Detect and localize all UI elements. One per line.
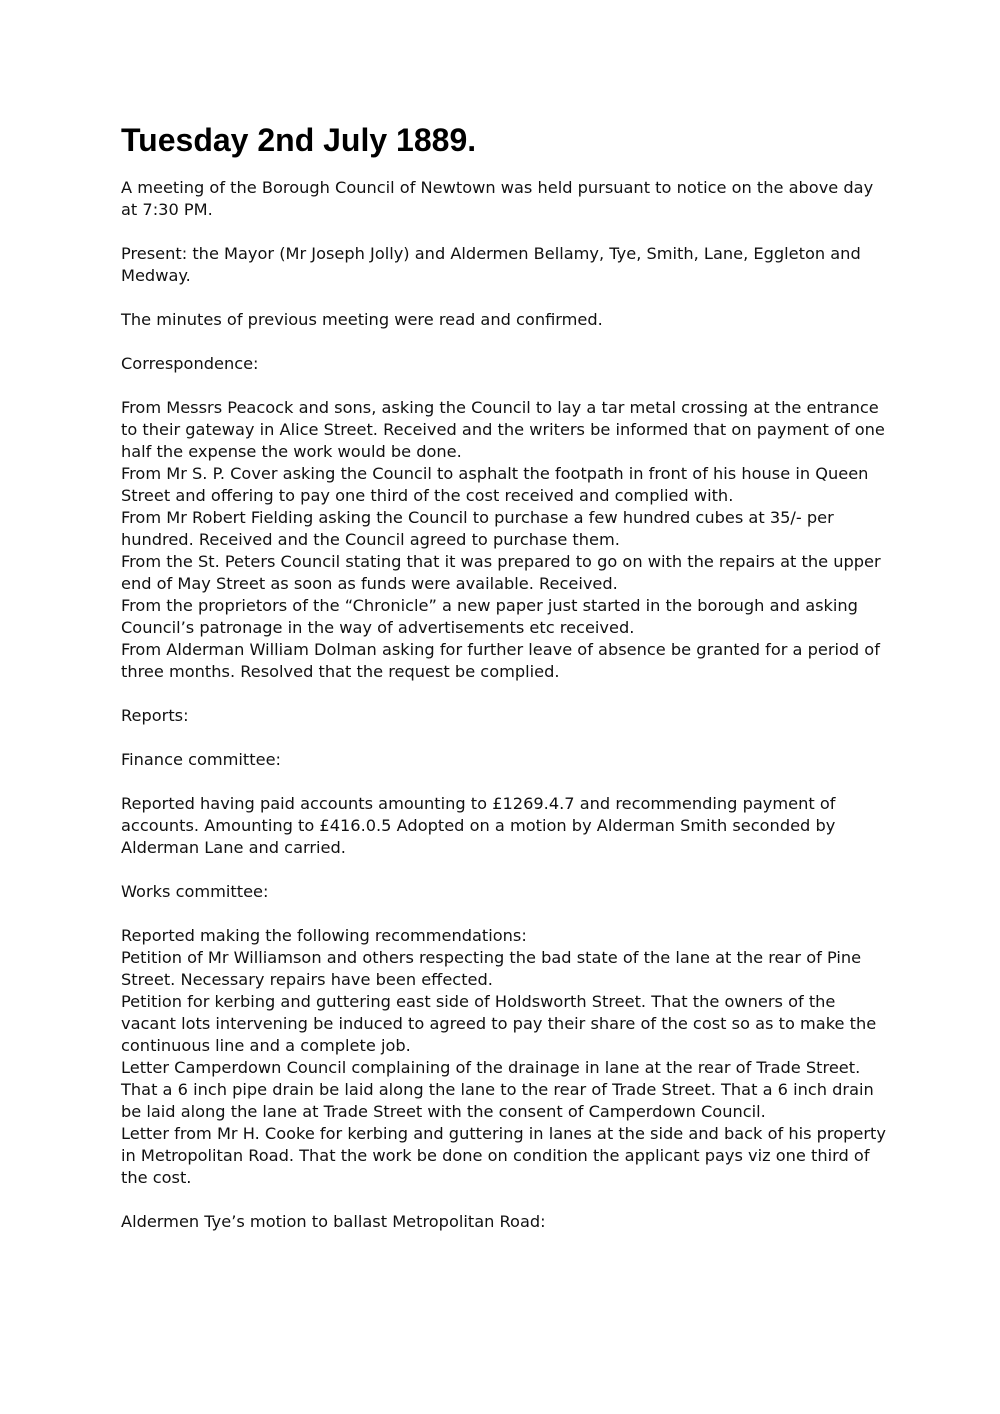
works-committee-list — [121, 925, 886, 1189]
correspondence-item: From the proprietors of the “Chronicle” a new paper just started in the borough and asking Council’s patronage in the way of advertisements etc received. — [121, 596, 858, 637]
motion-heading: Aldermen Tye’s motion to ballast Metropolitan Road: — [121, 1212, 546, 1231]
document-page — [121, 118, 886, 1255]
works-item: Letter Camperdown Council complaining of the drainage in lane at the rear of Trade Street. That a 6 inch pipe drain be laid along the lane to the rear of Trade Street. That a 6 inch drain be laid along the lane at Trade Street with the consent of Camperdown Council. — [121, 1058, 874, 1121]
reports-heading: Reports: — [121, 706, 189, 725]
finance-committee-report: Reported having paid accounts amounting to £1269.4.7 and recommending payment of accounts. Amounting to £416.0.5 Adopted on a motion by Alderman Smith seconded by Alderman Lane and carried. — [121, 794, 836, 857]
works-item: Reported making the following recommendations: — [121, 926, 527, 945]
correspondence-item: From Alderman William Dolman asking for further leave of absence be granted for a period of three months. Resolved that the request be complied. — [121, 640, 880, 681]
correspondence-item: From Messrs Peacock and sons, asking the Council to lay a tar metal crossing at the entrance to their gateway in Alice Street. Received and the writers be informed that on payment of one half the expense the work would be done. — [121, 398, 885, 461]
correspondence-item: From Mr S. P. Cover asking the Council to asphalt the footpath in front of his house in Queen Street and offering to pay one third of the cost received and complied with. — [121, 464, 869, 505]
correspondence-item: From Mr Robert Fielding asking the Council to purchase a few hundred cubes at 35/- per hundred. Received and the Council agreed to purchase them. — [121, 508, 834, 549]
works-committee-heading: Works committee: — [121, 882, 269, 901]
correspondence-item: From the St. Peters Council stating that it was prepared to go on with the repairs at the upper end of May Street as soon as funds were available. Received. — [121, 552, 881, 593]
works-item: Letter from Mr H. Cooke for kerbing and guttering in lanes at the side and back of his property in Metropolitan Road. That the work be done on condition the applicant pays viz one third of the cost. — [121, 1124, 886, 1187]
finance-committee-heading: Finance committee: — [121, 750, 281, 769]
works-item: Petition of Mr Williamson and others respecting the bad state of the lane at the rear of Pine Street. Necessary repairs have been effected. — [121, 948, 862, 989]
minutes-confirmed: The minutes of previous meeting were read and confirmed. — [121, 310, 603, 329]
correspondence-heading: Correspondence: — [121, 354, 259, 373]
meeting-intro: A meeting of the Borough Council of Newtown was held pursuant to notice on the above day at 7:30 PM. — [121, 178, 874, 219]
works-item: Petition for kerbing and guttering east side of Holdsworth Street. That the owners of the vacant lots intervening be induced to agreed to pay their share of the cost so as to make the continuous line and a complete job. — [121, 992, 877, 1055]
page-title: Tuesday 2nd July 1889. — [121, 122, 477, 158]
correspondence-list — [121, 397, 886, 683]
attendance: Present: the Mayor (Mr Joseph Jolly) and Aldermen Bellamy, Tye, Smith, Lane, Eggleton and Medway. — [121, 244, 861, 285]
